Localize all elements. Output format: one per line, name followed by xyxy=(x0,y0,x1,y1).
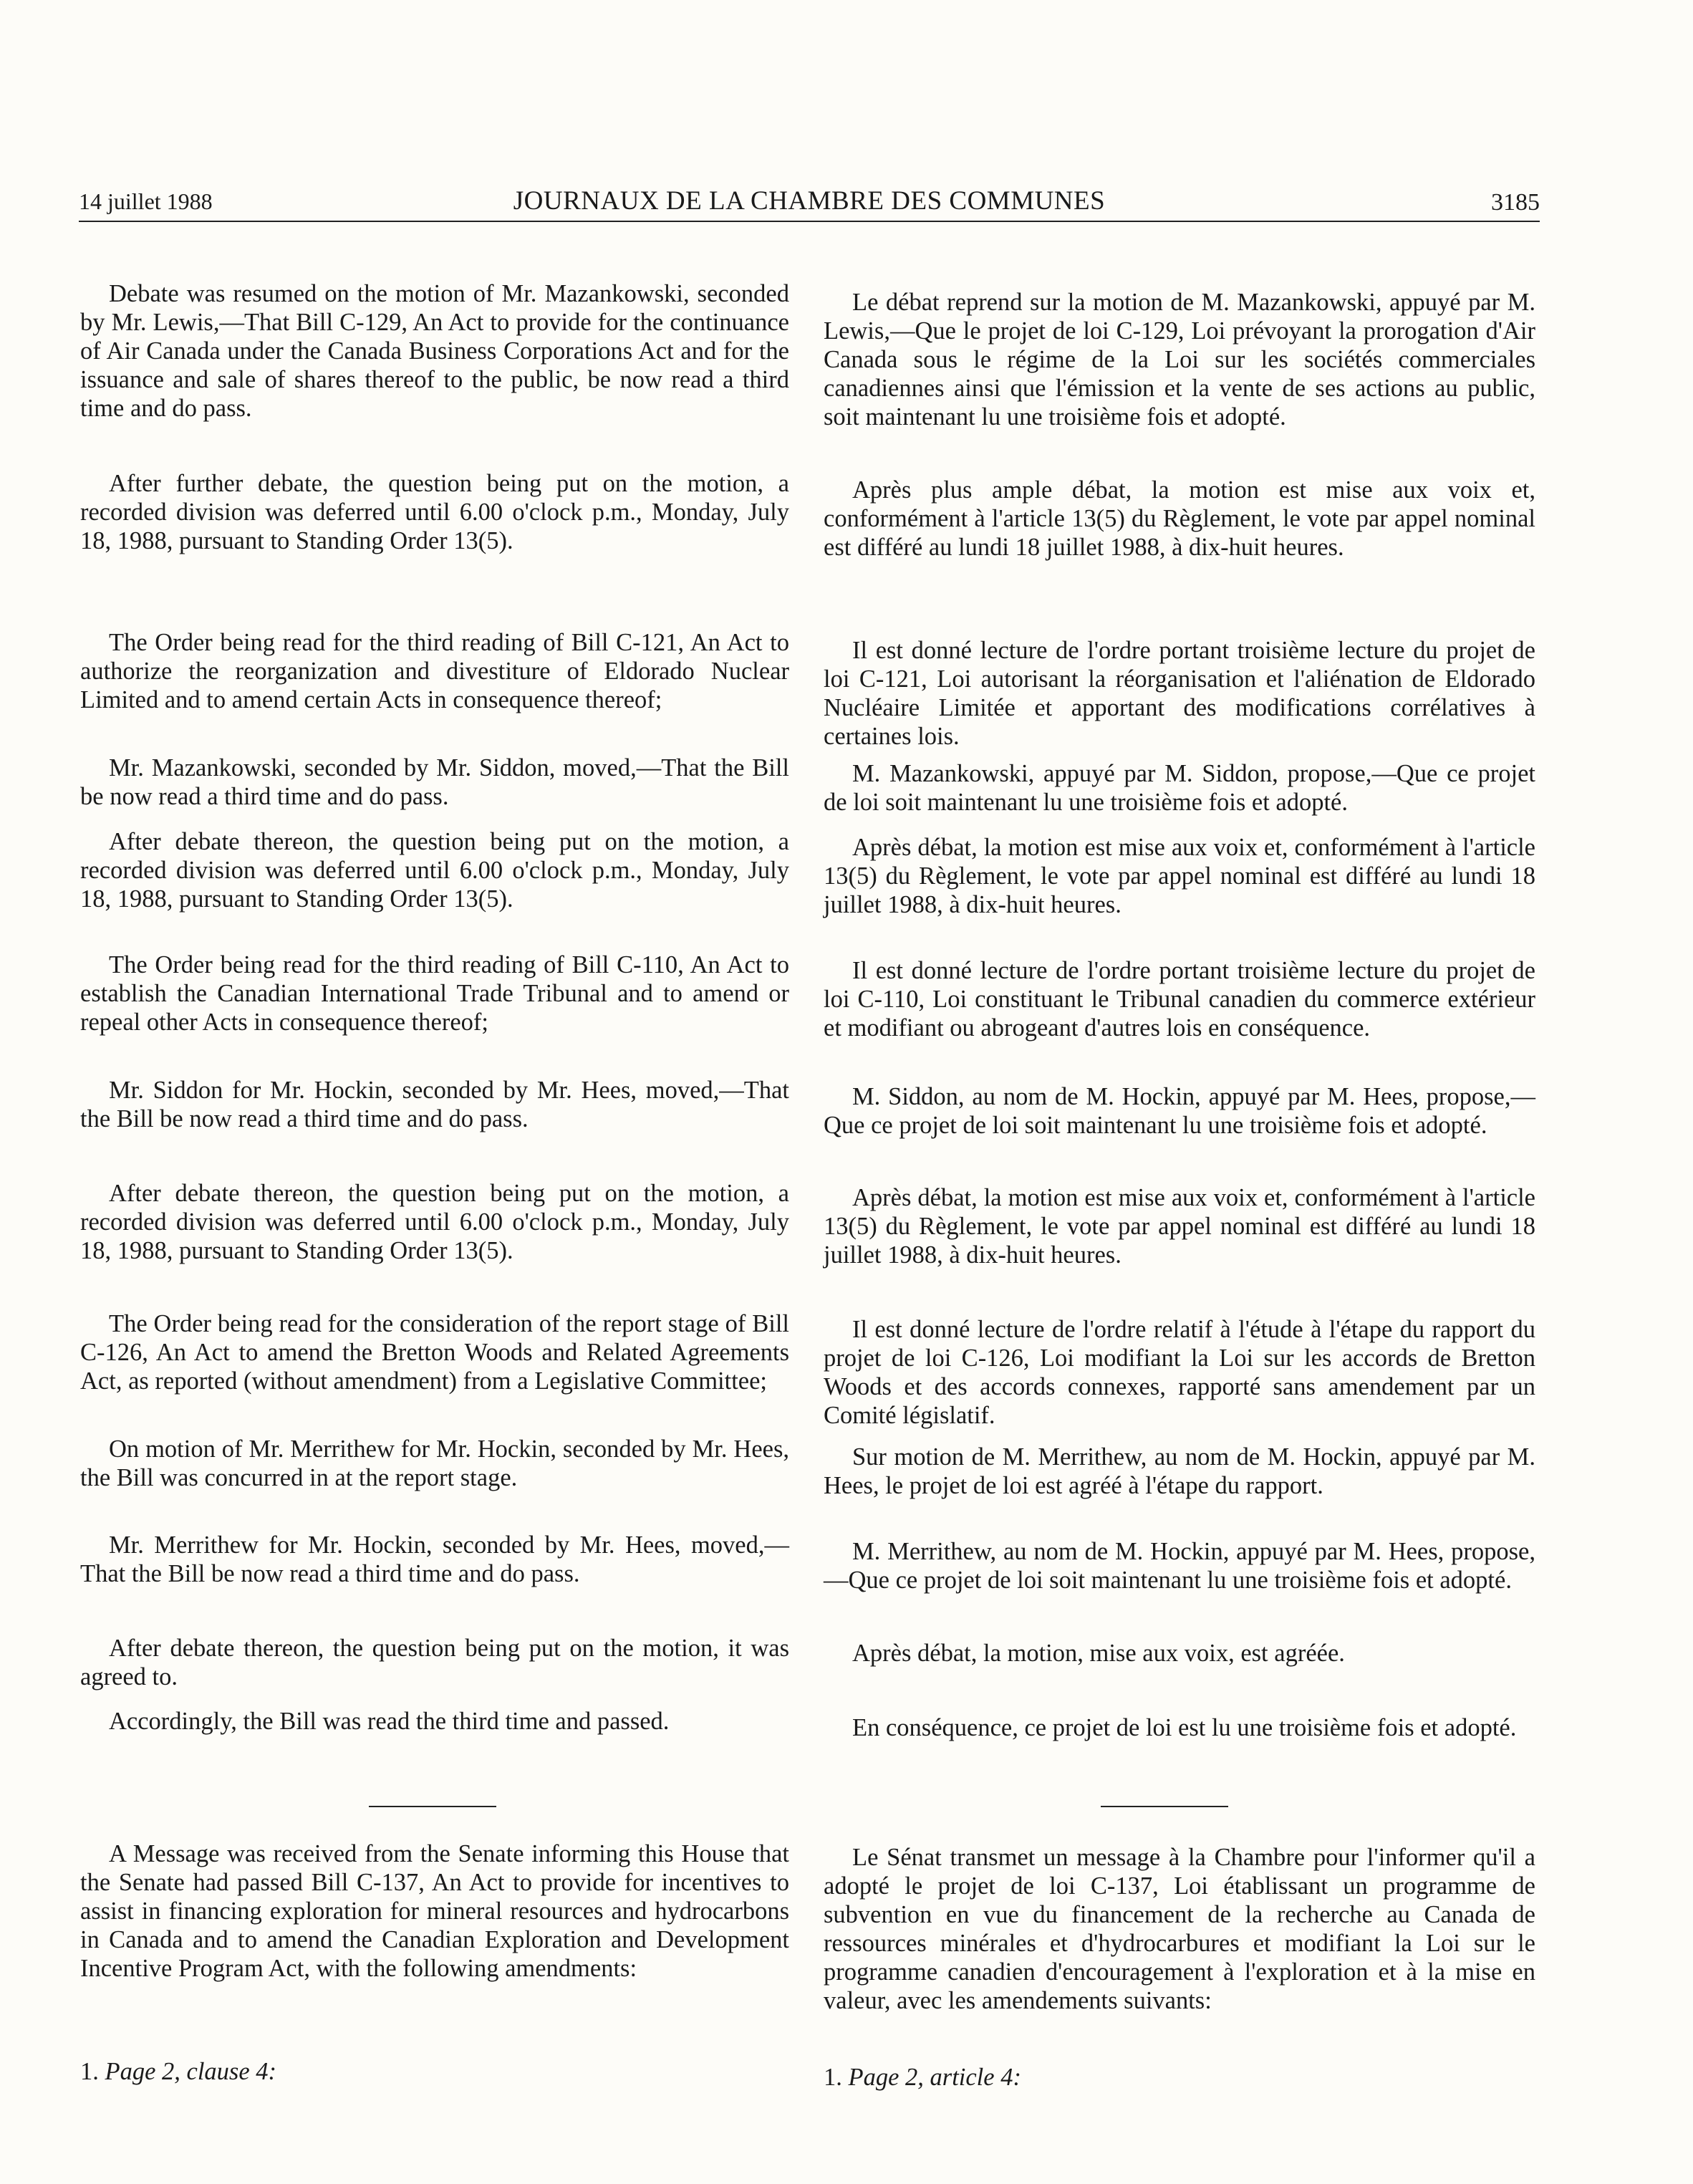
fr-paragraph: Le Sénat transmet un message à la Chambre pour l'informer qu'il a adopté le projet de loi C-137, Loi établissant un programme de subvention en vue du financement de la recherche au Canada de ressources minérales et d'hydrocarbures et modifiant la Loi sur le programme canadien d'encouragement à l'exploration et à la mise en valeur, avec les amendements suivants: xyxy=(824,1844,1535,2014)
en-item-label: Page 2, clause 4: xyxy=(105,2058,277,2085)
en-paragraph: After debate thereon, the question being put on the motion, a recorded division was deferred until 6.00 o'clock p.m., Monday, July 18, 1988, pursuant to Standing Order 13(5). xyxy=(80,828,789,913)
section-divider-en xyxy=(369,1806,496,1807)
fr-paragraph: Le débat reprend sur la motion de M. Mazankowski, appuyé par M. Lewis,—Que le projet de loi C-129, Loi prévoyant la prorogation d'Air Canada sous le régime de la Loi sur les sociétés commerciales canadiennes ainsi que l'émission et la vente de ses actions au public, soit maintenant lu une troisième fois et adopté. xyxy=(824,289,1535,430)
en-paragraph: The Order being read for the third reading of Bill C-110, An Act to establish the Canadian International Trade Tribunal and to amend or repeal other Acts in consequence thereof; xyxy=(80,951,789,1036)
en-paragraph: After debate thereon, the question being put on the motion, it was agreed to. xyxy=(80,1635,789,1690)
section-divider-fr xyxy=(1101,1806,1228,1807)
fr-paragraph: Après plus ample débat, la motion est mise aux voix et, conformément à l'article 13(5) du Règlement, le vote par appel nominal est différé au lundi 18 juillet 1988, à dix-huit heures. xyxy=(824,476,1535,561)
fr-paragraph: Sur motion de M. Merrithew, au nom de M. Hockin, appuyé par M. Hees, le projet de loi est agréé à l'étape du rapport. xyxy=(824,1443,1535,1499)
en-paragraph: Mr. Merrithew for Mr. Hockin, seconded by Mr. Hees, moved,—That the Bill be now read a third time and do pass. xyxy=(80,1531,789,1587)
page-header xyxy=(79,178,1540,222)
en-paragraph: The Order being read for the consideration of the report stage of Bill C-126, An Act to amend the Bretton Woods and Related Agreements Act, as reported (without amendment) from a Legislative Committee; xyxy=(80,1310,789,1395)
fr-paragraph: Après débat, la motion est mise aux voix et, conformément à l'article 13(5) du Règlement, le vote par appel nominal est différé au lundi 18 juillet 1988, à dix-huit heures. xyxy=(824,834,1535,918)
fr-paragraph: Après débat, la motion, mise aux voix, est agréée. xyxy=(852,1640,1345,1667)
fr-paragraph: M. Merrithew, au nom de M. Hockin, appuyé par M. Hees, propose,—Que ce projet de loi soit maintenant lu une troisième fois et adopté. xyxy=(824,1538,1535,1594)
fr-paragraph: Il est donné lecture de l'ordre relatif à l'étude à l'étape du rapport du projet de loi C-126, Loi modifiant la Loi sur les accords de Bretton Woods et des accords connexes, rapporté sans amendement par un Comité législatif. xyxy=(824,1316,1535,1429)
en-paragraph: Mr. Mazankowski, seconded by Mr. Siddon, moved,—That the Bill be now read a third time and do pass. xyxy=(80,754,789,810)
en-item-number: 1. xyxy=(80,2058,99,2085)
en-paragraph: After further debate, the question being put on the motion, a recorded division was deferred until 6.00 o'clock p.m., Monday, July 18, 1988, pursuant to Standing Order 13(5). xyxy=(80,470,789,554)
header-title: JOURNAUX DE LA CHAMBRE DES COMMUNES xyxy=(513,186,1106,216)
en-paragraph: Mr. Siddon for Mr. Hockin, seconded by Mr. Hees, moved,—That the Bill be now read a third time and do pass. xyxy=(80,1077,789,1132)
fr-paragraph: Après débat, la motion est mise aux voix et, conformément à l'article 13(5) du Règlement, le vote par appel nominal est différé au lundi 18 juillet 1988, à dix-huit heures. xyxy=(824,1184,1535,1269)
page-number: 3185 xyxy=(1491,189,1540,216)
en-paragraph: Accordingly, the Bill was read the third time and passed. xyxy=(109,1708,670,1735)
en-paragraph: Debate was resumed on the motion of Mr. Mazankowski, seconded by Mr. Lewis,—That Bill C-129, An Act to provide for the continuance of Air Canada under the Canada Business Corporations Act and for the issuance and sale of shares thereof to the public, be now read a third time and do pass. xyxy=(80,280,789,422)
en-amendment-item xyxy=(80,2057,789,2086)
fr-paragraph: M. Siddon, au nom de M. Hockin, appuyé par M. Hees, propose,—Que ce projet de loi soit maintenant lu une troisième fois et adopté. xyxy=(824,1083,1535,1139)
fr-paragraph: Il est donné lecture de l'ordre portant troisième lecture du projet de loi C-110, Loi constituant le Tribunal canadien du commerce extérieur et modifiant ou abrogeant d'autres lois en conséquence. xyxy=(824,957,1535,1042)
fr-paragraph: Il est donné lecture de l'ordre portant troisième lecture du projet de loi C-121, Loi autorisant la réorganisation et l'aliénation de Eldorado Nucléaire Limitée et apportant des modifications corrélatives à certaines lois. xyxy=(824,637,1535,750)
fr-amendment-item xyxy=(824,2063,1535,2092)
fr-paragraph: M. Mazankowski, appuyé par M. Siddon, propose,—Que ce projet de loi soit maintenant lu une troisième fois et adopté. xyxy=(824,760,1535,816)
fr-item-label: Page 2, article 4: xyxy=(848,2064,1021,2091)
en-paragraph: After debate thereon, the question being put on the motion, a recorded division was deferred until 6.00 o'clock p.m., Monday, July 18, 1988, pursuant to Standing Order 13(5). xyxy=(80,1180,789,1264)
fr-paragraph: En conséquence, ce projet de loi est lu une troisième fois et adopté. xyxy=(852,1714,1517,1741)
en-paragraph: The Order being read for the third reading of Bill C-121, An Act to authorize the reorganization and divestiture of Eldorado Nuclear Limited and to amend certain Acts in consequence thereof; xyxy=(80,629,789,713)
en-paragraph: A Message was received from the Senate informing this House that the Senate had passed Bill C-137, An Act to provide for incentives to assist in financing exploration for mineral resources and hydrocarbons in Canada and to amend the Canadian Exploration and Development Incentive Program Act, with the following amendments: xyxy=(80,1840,789,1982)
fr-item-number: 1. xyxy=(824,2064,842,2091)
en-paragraph: On motion of Mr. Merrithew for Mr. Hockin, seconded by Mr. Hees, the Bill was concurred in at the report stage. xyxy=(80,1435,789,1491)
header-date: 14 juillet 1988 xyxy=(79,188,213,214)
